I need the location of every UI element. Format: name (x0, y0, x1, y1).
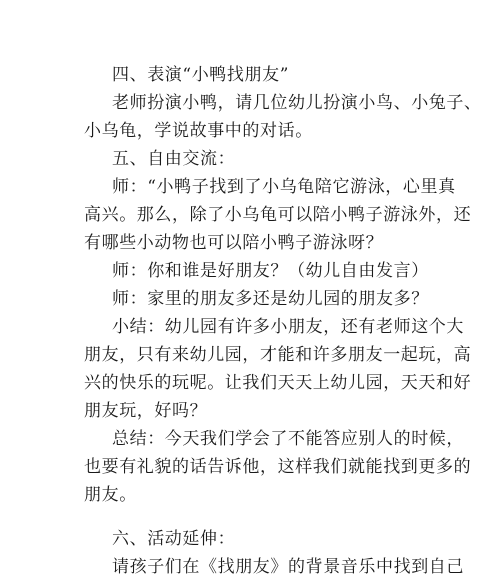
paragraph-line: 朋友，只有来幼儿园，才能和许多朋友一起玩，高 (84, 345, 472, 365)
paragraph-line: 朋友。 (84, 485, 137, 505)
heading-section-4: 四、表演“小鸭找朋友” (112, 65, 289, 85)
paragraph-line: 有哪些小动物也可以陪小鸭子游泳呀？ (84, 233, 384, 253)
paragraph-line: 朋友玩，好吗？ (84, 401, 208, 421)
paragraph-line: 小乌龟，学说故事中的对话。 (84, 121, 313, 141)
paragraph-line: 师：家里的朋友多还是幼儿园的朋友多？ (112, 289, 429, 309)
paragraph-line: 师：“小鸭子找到了小乌龟陪它游泳，心里真 (112, 177, 456, 197)
paragraph-line: 也要有礼貌的话告诉他，这样我们就能找到更多的 (84, 457, 472, 477)
paragraph-line: 师：你和谁是好朋友？（幼儿自由发言） (112, 261, 429, 281)
heading-section-6: 六、活动延伸： (112, 529, 236, 549)
paragraph-line: 兴的快乐的玩呢。让我们天天上幼儿园，天天和好 (84, 373, 472, 393)
paragraph-line: 总结：今天我们学会了不能答应别人的时候， (112, 429, 464, 449)
paragraph-line: 老师扮演小鸭，请几位幼儿扮演小鸟、小兔子、 (112, 93, 482, 113)
heading-section-5: 五、自由交流： (112, 149, 236, 169)
paragraph-line: 请孩子们在《找朋友》的背景音乐中找到自己 (112, 557, 464, 577)
paragraph-line: 高兴。那么，除了小乌龟可以陪小鸭子游泳外，还 (84, 205, 472, 225)
paragraph-line: 小结：幼儿园有许多小朋友，还有老师这个大 (112, 317, 464, 337)
